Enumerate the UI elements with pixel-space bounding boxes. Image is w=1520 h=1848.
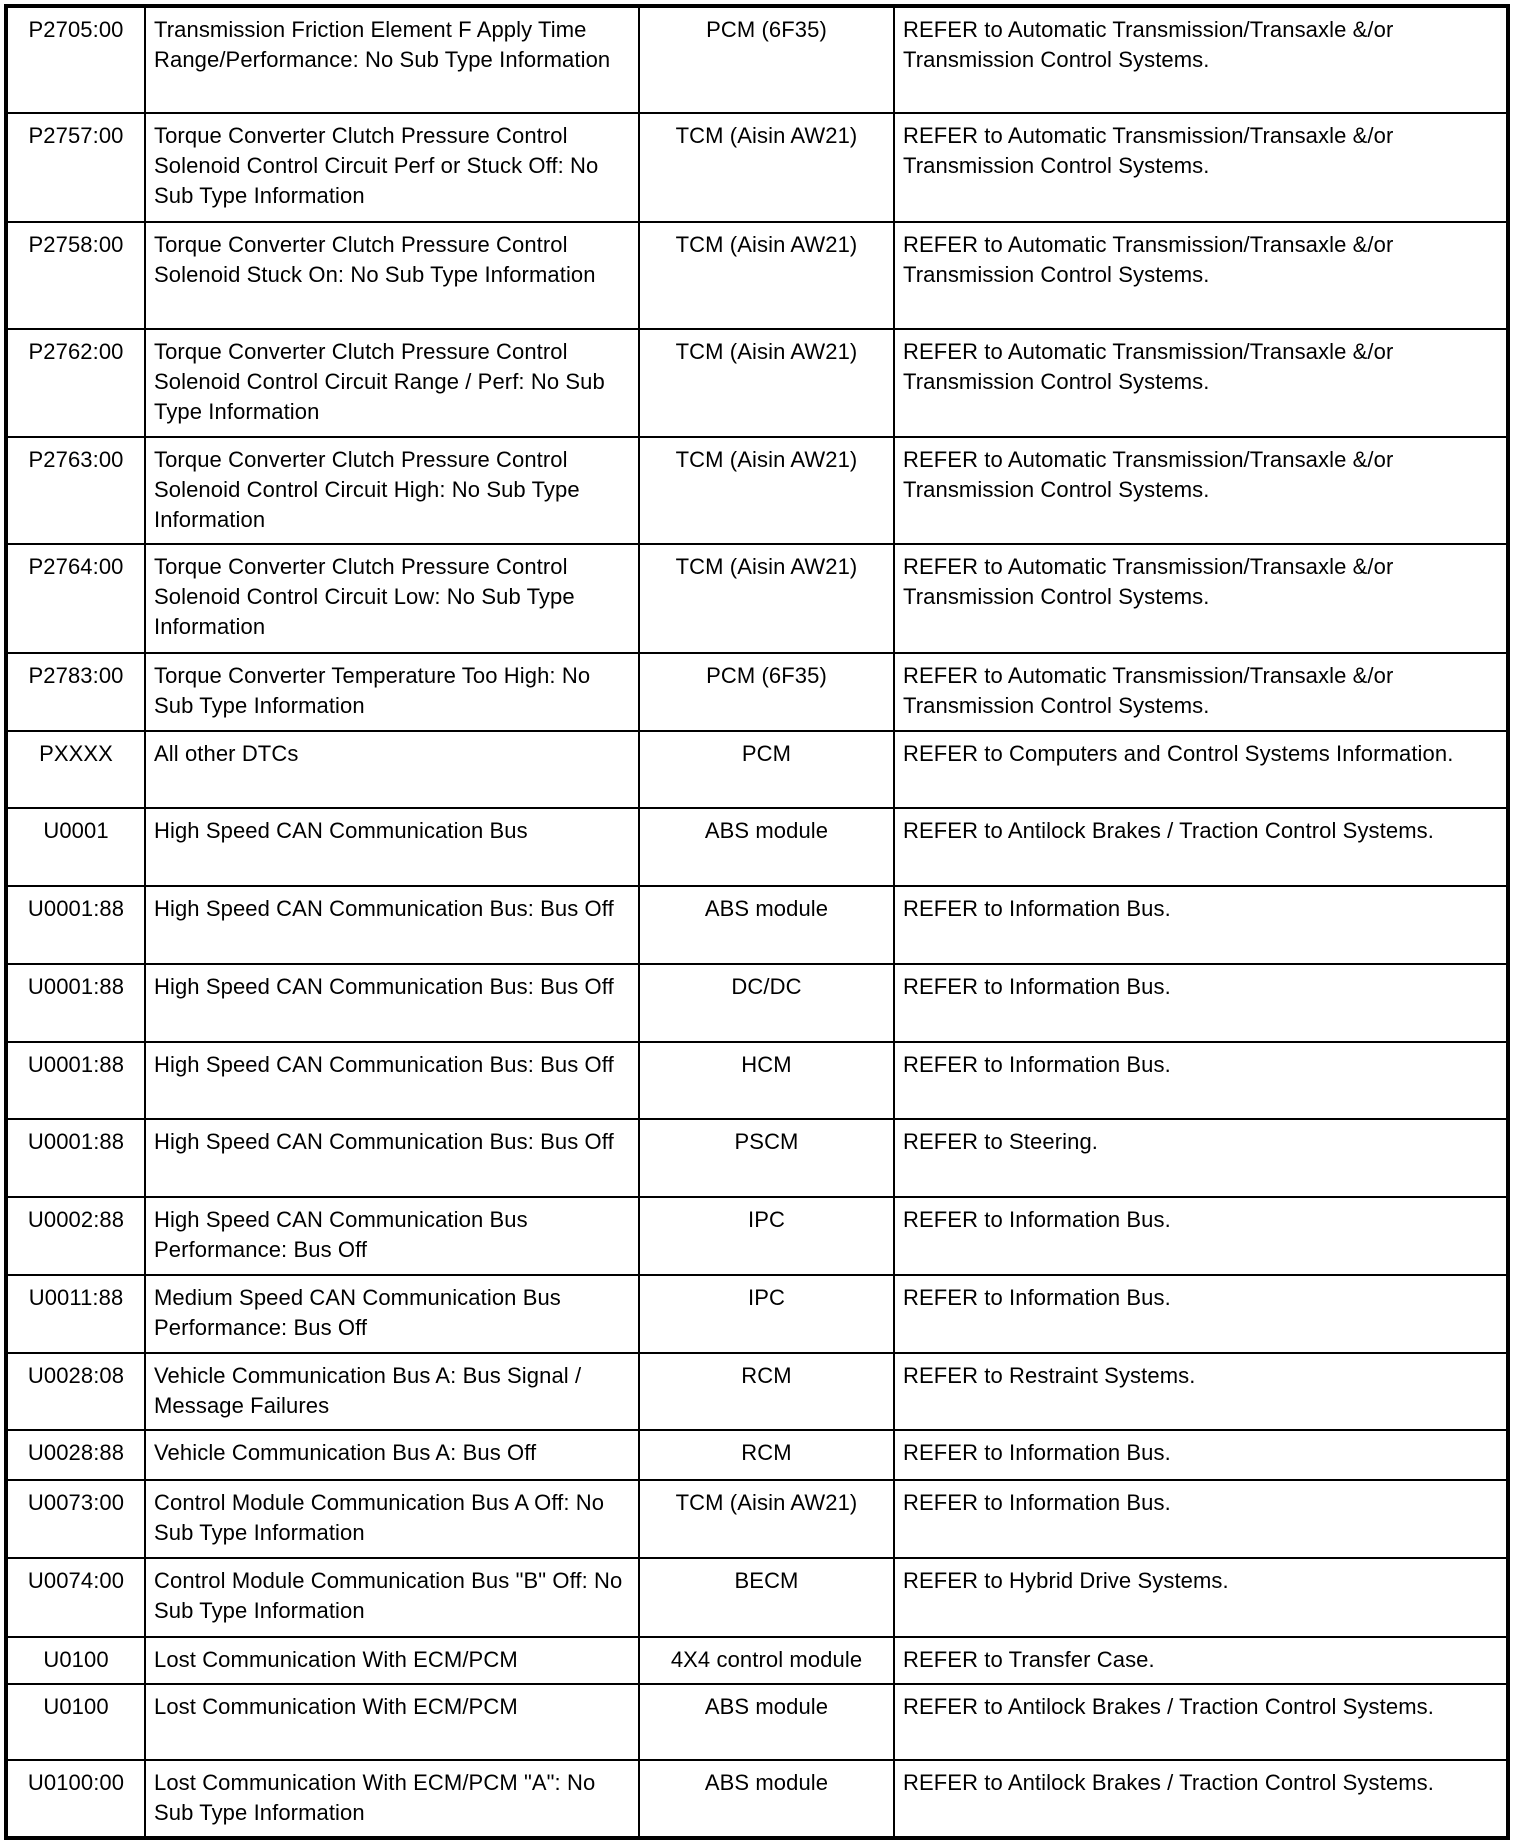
table-row-17 (6, 1430, 1508, 1480)
dtc-code-cell: U0001 (6, 808, 145, 886)
dtc-action-cell: REFER to Information Bus. (894, 886, 1508, 964)
dtc-module-cell: TCM (Aisin AW21) (639, 437, 894, 544)
dtc-code-cell: U0028:88 (6, 1430, 145, 1480)
dtc-code-cell: P2783:00 (6, 653, 145, 731)
dtc-code-cell: U0073:00 (6, 1480, 145, 1558)
dtc-code-cell: U0100:00 (6, 1760, 145, 1838)
table-row-20 (6, 1637, 1508, 1684)
table-row-18 (6, 1480, 1508, 1558)
dtc-description-cell: Torque Converter Clutch Pressure Control Solenoid Control Circuit Low: No Sub Type Information (145, 544, 639, 653)
dtc-action-cell: REFER to Computers and Control Systems Information. (894, 731, 1508, 808)
dtc-description-cell: Lost Communication With ECM/PCM "A": No Sub Type Information (145, 1760, 639, 1838)
dtc-action-cell: REFER to Automatic Transmission/Transaxle &/or Transmission Control Systems. (894, 437, 1508, 544)
dtc-description-cell: Torque Converter Clutch Pressure Control Solenoid Control Circuit Range / Perf: No Sub Type Information (145, 329, 639, 437)
dtc-module-cell: IPC (639, 1197, 894, 1275)
dtc-code-cell: U0074:00 (6, 1558, 145, 1637)
dtc-module-cell: TCM (Aisin AW21) (639, 222, 894, 329)
dtc-action-cell: REFER to Automatic Transmission/Transaxle &/or Transmission Control Systems. (894, 329, 1508, 437)
dtc-module-cell: TCM (Aisin AW21) (639, 1480, 894, 1558)
dtc-description-cell: Medium Speed CAN Communication Bus Performance: Bus Off (145, 1275, 639, 1353)
dtc-code-cell: P2757:00 (6, 113, 145, 222)
dtc-action-cell: REFER to Information Bus. (894, 1430, 1508, 1480)
dtc-module-cell: TCM (Aisin AW21) (639, 329, 894, 437)
table-row-22 (6, 1760, 1508, 1838)
dtc-module-cell: PCM (6F35) (639, 653, 894, 731)
table-row-14 (6, 1197, 1508, 1275)
dtc-description-cell: All other DTCs (145, 731, 639, 808)
dtc-description-cell: Torque Converter Clutch Pressure Control Solenoid Stuck On: No Sub Type Information (145, 222, 639, 329)
dtc-module-cell: HCM (639, 1042, 894, 1119)
dtc-action-cell: REFER to Antilock Brakes / Traction Control Systems. (894, 1684, 1508, 1760)
dtc-description-cell: Control Module Communication Bus "B" Off: No Sub Type Information (145, 1558, 639, 1637)
dtc-code-cell: P2758:00 (6, 222, 145, 329)
dtc-action-cell: REFER to Antilock Brakes / Traction Control Systems. (894, 1760, 1508, 1838)
dtc-action-cell: REFER to Information Bus. (894, 964, 1508, 1042)
dtc-action-cell: REFER to Automatic Transmission/Transaxle &/or Transmission Control Systems. (894, 653, 1508, 731)
table-row-2 (6, 113, 1508, 222)
dtc-action-cell: REFER to Information Bus. (894, 1275, 1508, 1353)
table-row-12 (6, 1042, 1508, 1119)
dtc-code-cell: U0011:88 (6, 1275, 145, 1353)
dtc-action-cell: REFER to Transfer Case. (894, 1637, 1508, 1684)
dtc-module-cell: BECM (639, 1558, 894, 1637)
table-row-10 (6, 886, 1508, 964)
dtc-action-cell: REFER to Automatic Transmission/Transaxle &/or Transmission Control Systems. (894, 544, 1508, 653)
dtc-description-cell: Vehicle Communication Bus A: Bus Off (145, 1430, 639, 1480)
dtc-action-cell: REFER to Restraint Systems. (894, 1353, 1508, 1430)
table-row-21 (6, 1684, 1508, 1760)
dtc-action-cell: REFER to Information Bus. (894, 1042, 1508, 1119)
dtc-code-cell: P2705:00 (6, 6, 145, 113)
dtc-code-cell: U0002:88 (6, 1197, 145, 1275)
dtc-module-cell: PCM (639, 731, 894, 808)
dtc-module-cell: PSCM (639, 1119, 894, 1197)
dtc-action-cell: REFER to Antilock Brakes / Traction Control Systems. (894, 808, 1508, 886)
dtc-action-cell: REFER to Automatic Transmission/Transaxle &/or Transmission Control Systems. (894, 222, 1508, 329)
dtc-table (4, 4, 1510, 1840)
dtc-code-cell: U0001:88 (6, 1042, 145, 1119)
dtc-module-cell: TCM (Aisin AW21) (639, 113, 894, 222)
dtc-description-cell: High Speed CAN Communication Bus Performance: Bus Off (145, 1197, 639, 1275)
dtc-module-cell: ABS module (639, 1760, 894, 1838)
table-row-3 (6, 222, 1508, 329)
table-row-1 (6, 6, 1508, 113)
dtc-description-cell: Transmission Friction Element F Apply Time Range/Performance: No Sub Type Information (145, 6, 639, 113)
dtc-module-cell: ABS module (639, 1684, 894, 1760)
dtc-module-cell: PCM (6F35) (639, 6, 894, 113)
table-row-16 (6, 1353, 1508, 1430)
dtc-description-cell: Torque Converter Clutch Pressure Control Solenoid Control Circuit Perf or Stuck Off: No Sub Type Information (145, 113, 639, 222)
table-row-4 (6, 329, 1508, 437)
table-row-5 (6, 437, 1508, 544)
dtc-code-cell: U0001:88 (6, 1119, 145, 1197)
dtc-description-cell: High Speed CAN Communication Bus: Bus Off (145, 964, 639, 1042)
dtc-code-cell: P2763:00 (6, 437, 145, 544)
dtc-description-cell: Torque Converter Temperature Too High: No Sub Type Information (145, 653, 639, 731)
dtc-code-cell: U0001:88 (6, 886, 145, 964)
table-row-15 (6, 1275, 1508, 1353)
dtc-action-cell: REFER to Information Bus. (894, 1197, 1508, 1275)
dtc-code-cell: U0100 (6, 1684, 145, 1760)
table-row-13 (6, 1119, 1508, 1197)
dtc-module-cell: ABS module (639, 886, 894, 964)
dtc-action-cell: REFER to Information Bus. (894, 1480, 1508, 1558)
dtc-module-cell: RCM (639, 1430, 894, 1480)
table-row-7 (6, 653, 1508, 731)
table-row-11 (6, 964, 1508, 1042)
dtc-module-cell: IPC (639, 1275, 894, 1353)
dtc-code-cell: P2762:00 (6, 329, 145, 437)
table-row-8 (6, 731, 1508, 808)
dtc-description-cell: High Speed CAN Communication Bus: Bus Off (145, 886, 639, 964)
dtc-action-cell: REFER to Automatic Transmission/Transaxle &/or Transmission Control Systems. (894, 6, 1508, 113)
dtc-description-cell: High Speed CAN Communication Bus (145, 808, 639, 886)
table-row-6 (6, 544, 1508, 653)
dtc-action-cell: REFER to Automatic Transmission/Transaxle &/or Transmission Control Systems. (894, 113, 1508, 222)
dtc-action-cell: REFER to Steering. (894, 1119, 1508, 1197)
dtc-description-cell: Control Module Communication Bus A Off: No Sub Type Information (145, 1480, 639, 1558)
dtc-module-cell: ABS module (639, 808, 894, 886)
dtc-code-cell: U0028:08 (6, 1353, 145, 1430)
dtc-code-cell: PXXXX (6, 731, 145, 808)
table-row-9 (6, 808, 1508, 886)
dtc-table-body (6, 6, 1508, 1838)
dtc-description-cell: Lost Communication With ECM/PCM (145, 1684, 639, 1760)
dtc-action-cell: REFER to Hybrid Drive Systems. (894, 1558, 1508, 1637)
dtc-description-cell: High Speed CAN Communication Bus: Bus Off (145, 1119, 639, 1197)
dtc-module-cell: 4X4 control module (639, 1637, 894, 1684)
dtc-code-cell: U0100 (6, 1637, 145, 1684)
dtc-code-cell: P2764:00 (6, 544, 145, 653)
table-row-19 (6, 1558, 1508, 1637)
dtc-code-cell: U0001:88 (6, 964, 145, 1042)
dtc-module-cell: TCM (Aisin AW21) (639, 544, 894, 653)
dtc-module-cell: DC/DC (639, 964, 894, 1042)
dtc-description-cell: High Speed CAN Communication Bus: Bus Off (145, 1042, 639, 1119)
dtc-description-cell: Lost Communication With ECM/PCM (145, 1637, 639, 1684)
dtc-module-cell: RCM (639, 1353, 894, 1430)
dtc-description-cell: Vehicle Communication Bus A: Bus Signal / Message Failures (145, 1353, 639, 1430)
dtc-description-cell: Torque Converter Clutch Pressure Control Solenoid Control Circuit High: No Sub Type Information (145, 437, 639, 544)
